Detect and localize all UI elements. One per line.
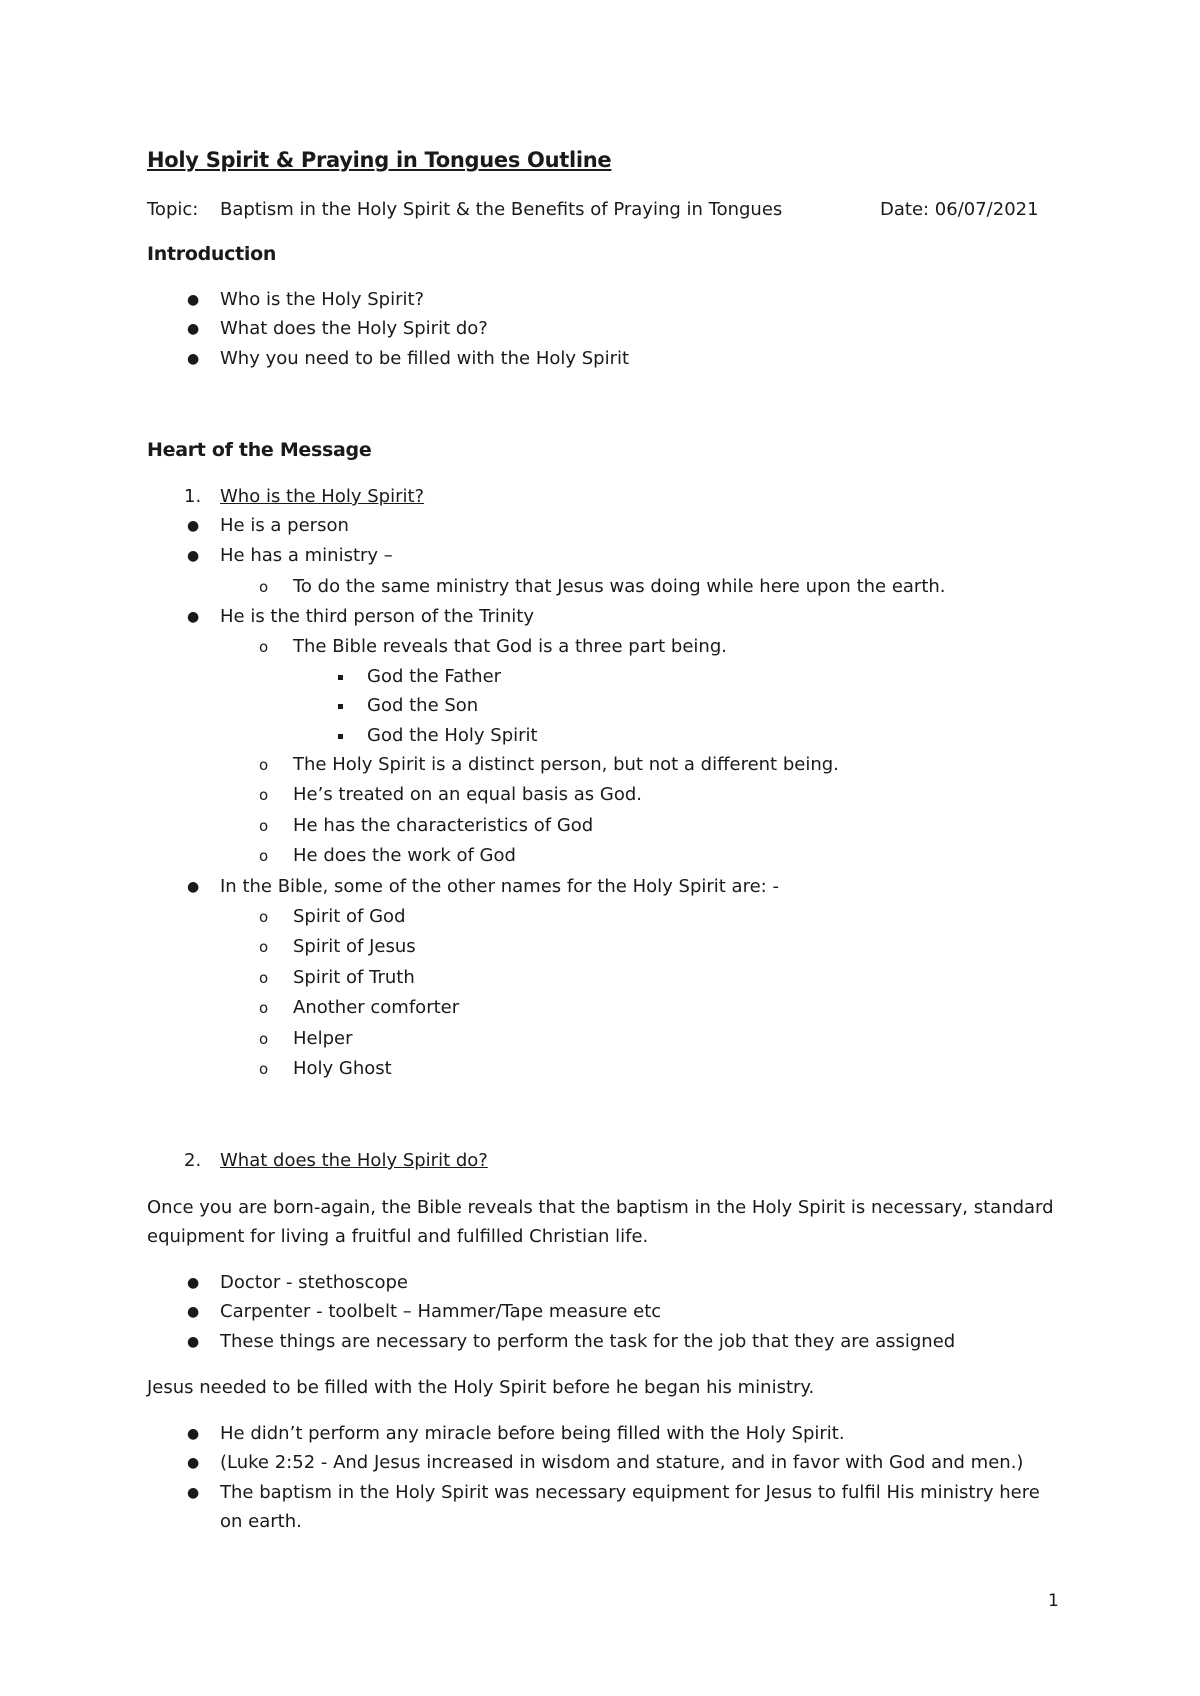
circle-bullet-icon: o [259, 578, 269, 596]
circle-bullet-icon: o [259, 1060, 269, 1078]
intro-item: Who is the Holy Spirit? [220, 289, 425, 310]
bullet-icon: ● [187, 292, 200, 308]
circle-bullet-icon: o [259, 786, 269, 804]
bullet-icon: ● [187, 518, 200, 534]
list-item: In the Bible, some of the other names for the Holy Spirit are: - [220, 876, 779, 897]
list-item: He has a ministry – [220, 545, 393, 566]
bullet-icon: ● [187, 548, 200, 564]
introduction-heading: Introduction [147, 243, 277, 265]
list-item: He is the third person of the Trinity [220, 606, 535, 627]
intro-item: Why you need to be filled with the Holy Spirit [220, 348, 630, 369]
list-item: Carpenter - toolbelt – Hammer/Tape measure etc [220, 1301, 662, 1322]
square-bullet-icon [338, 704, 343, 709]
section1-number: 1. [184, 486, 202, 507]
bullet-icon: ● [187, 351, 200, 367]
date-text: Date: 06/07/2021 [880, 199, 1039, 220]
paragraph-line: Once you are born-again, the Bible reveals that the baptism in the Holy Spirit is necessary, standard [147, 1197, 1054, 1218]
trinity-item: God the Holy Spirit [367, 725, 538, 746]
section1-title: Who is the Holy Spirit? [220, 486, 425, 507]
name-item: Spirit of God [293, 906, 406, 927]
topic-text: Baptism in the Holy Spirit & the Benefits of Praying in Tongues [220, 199, 783, 220]
circle-bullet-icon: o [259, 969, 269, 987]
list-item: The baptism in the Holy Spirit was necessary equipment for Jesus to fulfil His ministry here [220, 1482, 1040, 1503]
bullet-icon: ● [187, 609, 200, 625]
topic-label: Topic: [147, 199, 199, 220]
paragraph-line: Jesus needed to be filled with the Holy Spirit before he began his ministry. [147, 1377, 815, 1398]
name-item: Helper [293, 1028, 353, 1049]
document-title: Holy Spirit & Praying in Tongues Outline [147, 148, 612, 172]
list-item: He is a person [220, 515, 349, 536]
circle-bullet-icon: o [259, 938, 269, 956]
trinity-item: God the Son [367, 695, 479, 716]
sub-list-item: He’s treated on an equal basis as God. [293, 784, 643, 805]
circle-bullet-icon: o [259, 999, 269, 1017]
square-bullet-icon [338, 734, 343, 739]
bullet-icon: ● [187, 1334, 200, 1350]
list-item: (Luke 2:52 - And Jesus increased in wisdom and stature, and in favor with God and men.) [220, 1452, 1024, 1473]
sub-list-item: He does the work of God [293, 845, 516, 866]
intro-item: What does the Holy Spirit do? [220, 318, 488, 339]
name-item: Spirit of Truth [293, 967, 415, 988]
sub-list-item: He has the characteristics of God [293, 815, 594, 836]
bullet-icon: ● [187, 1304, 200, 1320]
section2-number: 2. [184, 1150, 202, 1171]
square-bullet-icon [338, 675, 343, 680]
bullet-icon: ● [187, 879, 200, 895]
list-item: He didn’t perform any miracle before being filled with the Holy Spirit. [220, 1423, 845, 1444]
bullet-icon: ● [187, 1455, 200, 1471]
circle-bullet-icon: o [259, 1030, 269, 1048]
sub-list-item: To do the same ministry that Jesus was doing while here upon the earth. [293, 576, 946, 597]
bullet-icon: ● [187, 1426, 200, 1442]
circle-bullet-icon: o [259, 817, 269, 835]
name-item: Holy Ghost [293, 1058, 392, 1079]
bullet-icon: ● [187, 321, 200, 337]
page-number: 1 [1048, 1591, 1059, 1611]
list-item: Doctor - stethoscope [220, 1272, 408, 1293]
bullet-icon: ● [187, 1485, 200, 1501]
circle-bullet-icon: o [259, 847, 269, 865]
circle-bullet-icon: o [259, 908, 269, 926]
circle-bullet-icon: o [259, 638, 269, 656]
name-item: Spirit of Jesus [293, 936, 416, 957]
list-item: These things are necessary to perform the task for the job that they are assigned [220, 1331, 956, 1352]
circle-bullet-icon: o [259, 756, 269, 774]
trinity-item: God the Father [367, 666, 502, 687]
paragraph-line: equipment for living a fruitful and fulfilled Christian life. [147, 1226, 649, 1247]
sub-list-item: The Holy Spirit is a distinct person, but not a different being. [293, 754, 839, 775]
section2-title: What does the Holy Spirit do? [220, 1150, 488, 1171]
list-item-continuation: on earth. [220, 1511, 302, 1532]
heart-heading: Heart of the Message [147, 439, 372, 461]
bullet-icon: ● [187, 1275, 200, 1291]
sub-list-item: The Bible reveals that God is a three part being. [293, 636, 727, 657]
name-item: Another comforter [293, 997, 460, 1018]
